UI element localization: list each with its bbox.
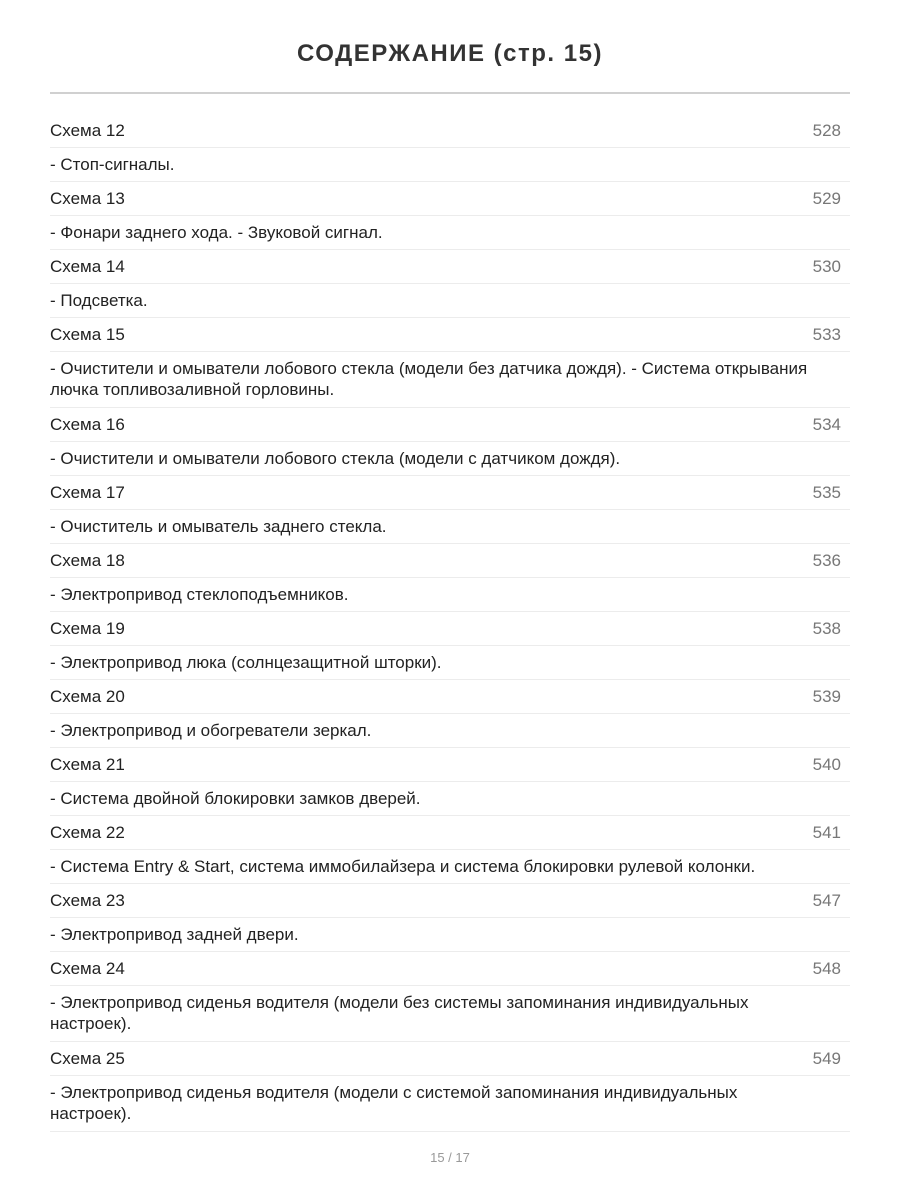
scheme-title: Схема 20 [50, 687, 125, 706]
toc-entry-description [50, 986, 850, 1042]
page-number: 528 [812, 121, 841, 140]
toc-entry-heading[interactable] [50, 748, 850, 782]
page-indicator: 15 / 17 [430, 1150, 470, 1165]
page-title: СОДЕРЖАНИЕ (стр. 15) [297, 40, 603, 67]
toc-entry-description [50, 148, 850, 182]
scheme-description: - Электропривод и обогреватели зеркал. [50, 721, 372, 740]
toc-entry-heading[interactable] [50, 1042, 850, 1076]
page-number: 547 [812, 891, 841, 910]
page-number: 535 [812, 483, 841, 502]
scheme-description: - Очистители и омыватели лобового стекла (модели без датчика дождя). - Система открывания лючка топливозаливной горловины. [50, 359, 808, 399]
toc-entry-description [50, 918, 850, 952]
scheme-description: - Система двойной блокировки замков дверей. [50, 789, 421, 808]
toc-entry-description [50, 510, 850, 544]
scheme-title: Схема 23 [50, 891, 125, 910]
page-number: 538 [812, 619, 841, 638]
scheme-title: Схема 13 [50, 189, 125, 208]
toc-entry-description [50, 782, 850, 816]
toc-entry-description [50, 850, 850, 884]
scheme-description: - Стоп-сигналы. [50, 155, 175, 174]
scheme-description: - Подсветка. [50, 291, 148, 310]
page-number: 529 [812, 189, 841, 208]
toc-entry-heading[interactable] [50, 250, 850, 284]
toc-entry-description [50, 578, 850, 612]
scheme-description: - Электропривод сиденья водителя (модели без системы запоминания индивидуальных настроек). [50, 993, 749, 1033]
toc-entry-description [50, 646, 850, 680]
scheme-description: - Очиститель и омыватель заднего стекла. [50, 517, 387, 536]
title-divider [50, 92, 850, 94]
toc-entry-heading[interactable] [50, 544, 850, 578]
scheme-title: Схема 19 [50, 619, 125, 638]
scheme-description: - Электропривод люка (солнцезащитной шторки). [50, 653, 442, 672]
page-number: 539 [812, 687, 841, 706]
page-number: 534 [812, 415, 841, 434]
toc-entry-heading[interactable] [50, 884, 850, 918]
toc-entry-heading[interactable] [50, 114, 850, 148]
scheme-title: Схема 21 [50, 755, 125, 774]
page-number: 533 [812, 325, 841, 344]
scheme-title: Схема 22 [50, 823, 125, 842]
toc-entry-heading[interactable] [50, 182, 850, 216]
toc-entry-description [50, 284, 850, 318]
scheme-title: Схема 14 [50, 257, 125, 276]
toc-entry-heading[interactable] [50, 952, 850, 986]
scheme-title: Схема 12 [50, 121, 125, 140]
toc-entry-heading[interactable] [50, 816, 850, 850]
page-number: 541 [812, 823, 841, 842]
scheme-description: - Электропривод сиденья водителя (модели с системой запоминания индивидуальных настроек). [50, 1083, 738, 1123]
page-number: 548 [812, 959, 841, 978]
toc-entry-description [50, 216, 850, 250]
toc-entry-description [50, 352, 850, 408]
page-number: 530 [812, 257, 841, 276]
scheme-description: - Очистители и омыватели лобового стекла (модели с датчиком дождя). [50, 449, 621, 468]
scheme-description: - Фонари заднего хода. - Звуковой сигнал. [50, 223, 383, 242]
page-number: 536 [812, 551, 841, 570]
scheme-description: - Электропривод задней двери. [50, 925, 299, 944]
page-number: 540 [812, 755, 841, 774]
scheme-title: Схема 17 [50, 483, 125, 502]
scheme-description: - Электропривод стеклоподъемников. [50, 585, 349, 604]
page-number: 549 [812, 1049, 841, 1068]
scheme-title: Схема 16 [50, 415, 125, 434]
toc-entry-description [50, 714, 850, 748]
toc-entry-description [50, 1076, 850, 1132]
toc-entry-heading[interactable] [50, 318, 850, 352]
toc-entry-heading[interactable] [50, 612, 850, 646]
scheme-title: Схема 15 [50, 325, 125, 344]
scheme-title: Схема 24 [50, 959, 125, 978]
table-of-contents [50, 114, 850, 1132]
scheme-description: - Система Entry & Start, система иммобилайзера и система блокировки рулевой колонки. [50, 857, 756, 876]
toc-entry-heading[interactable] [50, 408, 850, 442]
scheme-title: Схема 25 [50, 1049, 125, 1068]
toc-entry-description [50, 442, 850, 476]
toc-entry-heading[interactable] [50, 680, 850, 714]
scheme-title: Схема 18 [50, 551, 125, 570]
toc-entry-heading[interactable] [50, 476, 850, 510]
